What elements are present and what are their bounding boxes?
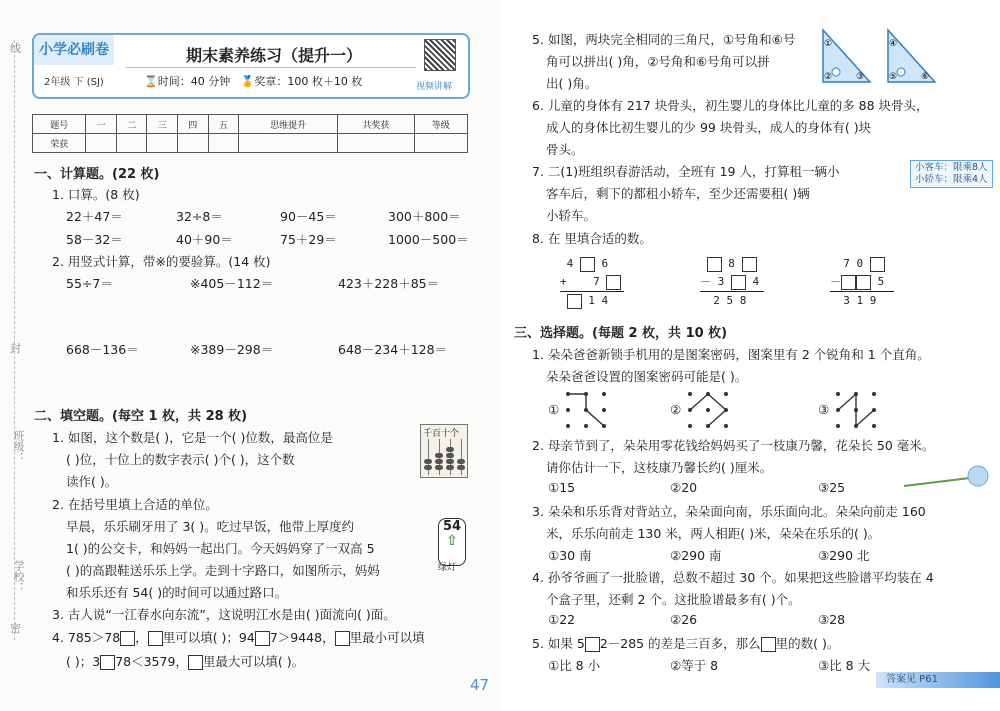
- choice-2-line1: 2. 母亲节到了，朵朵用零花钱给妈妈买了一枝康乃馨，花朵长 50 毫米。: [532, 438, 935, 453]
- choice-3-option-1[interactable]: ①30 南: [548, 548, 592, 563]
- svg-text:③: ③: [856, 72, 865, 82]
- choice-5-line1: 5. 如果 5 2－285 的差是三百多，那么 里的数( )。: [532, 636, 840, 651]
- answer-box[interactable]: [856, 275, 871, 290]
- answer-reference: 答案见 P61: [876, 672, 1000, 688]
- section-3-heading: 三、选择题。(每题 2 枚，共 10 枚): [514, 326, 728, 341]
- answer-box[interactable]: [335, 631, 350, 646]
- table-cell[interactable]: [239, 134, 338, 153]
- page-title: 期末素养练习（提升一）: [185, 46, 362, 65]
- column-calc-4: 668－136＝: [66, 342, 139, 357]
- fill-6-line2: 成人的身体比初生婴儿的少 99 块骨头，成人的身体有( )块: [546, 120, 872, 135]
- svg-text:②: ②: [824, 72, 833, 82]
- table-cell[interactable]: [147, 134, 178, 153]
- choice-4-option-3[interactable]: ③28: [818, 612, 846, 627]
- answer-box[interactable]: [606, 275, 621, 290]
- choice-3-option-3[interactable]: ③290 北: [818, 548, 870, 563]
- question-1-2: 2. 用竖式计算，带※的要验算。(14 枚): [52, 254, 271, 269]
- column-calc-2: ※405－112＝: [190, 276, 274, 291]
- answer-box[interactable]: [870, 257, 885, 272]
- fill-6-line3: 骨头。: [546, 142, 584, 157]
- right-page: [500, 0, 1000, 711]
- choice-4-line1: 4. 孙爷爷画了一批脸谱，总数不超过 30 个。如果把这些脸谱平均装在 4: [532, 570, 934, 585]
- choice-2-option-2[interactable]: ②20: [670, 480, 698, 495]
- video-link[interactable]: 视频讲解: [416, 82, 453, 92]
- fill-1-line2: ( )位，十位上的数字表示( )个( )，这个数: [66, 452, 295, 467]
- medal-icon: 🏅: [240, 75, 255, 88]
- table-cell[interactable]: [208, 134, 239, 153]
- fill-2-line1: 2. 在括号里填上合适的单位。: [52, 497, 218, 512]
- fill-7-line3: 小轿车。: [546, 208, 597, 223]
- table-row: [33, 134, 468, 153]
- cut-line: [14, 40, 16, 640]
- time-info: [144, 73, 362, 89]
- table-header-cell: 等级: [414, 115, 468, 134]
- oral-calc-0-2: 90－45＝: [280, 209, 337, 224]
- table-cell[interactable]: 荣获: [33, 134, 86, 153]
- worksheet-header: [32, 33, 470, 99]
- carnation-flower-image: [900, 462, 992, 494]
- light-number: 54: [442, 519, 462, 534]
- table-cell[interactable]: [338, 134, 414, 153]
- fill-4-line2: ( )；3 78＜3579， 里最大可以填( )。: [66, 654, 305, 669]
- table-cell[interactable]: [414, 134, 468, 153]
- fill-7-line1: 7. 二(1)班组织春游活动，全班有 19 人，打算租一辆小: [532, 164, 840, 179]
- traffic-light-image: [438, 518, 466, 566]
- oral-calc-0-0: 22＋47＝: [66, 209, 123, 224]
- choice-3-line2: 米，乐乐向前走 130 米，两人相距( )米，朵朵在乐乐的( )。: [546, 526, 881, 541]
- table-header-cell: 三: [147, 115, 178, 134]
- choice-1-option-3[interactable]: ③: [818, 402, 830, 417]
- fill-2-line5: 和乐乐还有 54( )的时间可以通过路口。: [66, 585, 288, 600]
- table-header-cell: 五: [208, 115, 239, 134]
- choice-4-line2: 个盒子里，还剩 2 个。这批脸谱最多有( )个。: [546, 592, 801, 607]
- svg-text:⑤: ⑤: [889, 72, 898, 82]
- oral-calc-1-2: 75＋29＝: [280, 232, 337, 247]
- fill-7-line2: 客车后，剩下的都租小轿车，至少还需要租( )辆: [546, 186, 810, 201]
- answer-box[interactable]: [580, 257, 595, 272]
- choice-1-option-2[interactable]: ②: [670, 402, 682, 417]
- fill-8: 8. 在 里填合适的数。: [532, 231, 652, 246]
- margin-class: 班级：: [12, 430, 25, 463]
- answer-box[interactable]: [731, 275, 746, 290]
- margin-mark-top: 线: [10, 42, 21, 55]
- table-cell[interactable]: [178, 134, 209, 153]
- vertical-calc-3: 7 0 － 5 3 1 9: [830, 255, 894, 310]
- fill-1-line3: 读作( )。: [66, 474, 118, 489]
- table-header-cell: 二: [116, 115, 147, 134]
- time-label: 时间：40 分钟: [157, 75, 231, 88]
- choice-5-option-1[interactable]: ①比 8 小: [548, 658, 601, 673]
- answer-box[interactable]: [567, 294, 582, 309]
- light-label: 绿灯: [438, 563, 457, 573]
- choice-5-option-2[interactable]: ②等于 8: [670, 658, 719, 673]
- fill-2-line4: ( )的高跟鞋送乐乐上学。走到十字路口，如图所示，妈妈: [66, 563, 380, 578]
- margin-mark-mid: 封: [10, 342, 21, 355]
- vertical-calc-2: 8 － 3 4 2 5 8: [700, 255, 764, 310]
- fill-6-line1: 6. 儿童的身体有 217 块骨头，初生婴儿的身体比儿童的多 88 块骨头，: [532, 98, 929, 113]
- column-calc-1: 55÷7＝: [66, 276, 113, 291]
- note-line-1: 小客车：限乘8人: [915, 162, 988, 173]
- vertical-calc-1: 4 6 + 7 1 4: [560, 255, 624, 310]
- fill-2-line2: 早晨，乐乐刷牙用了 3( )。吃过早饭，他带上厚度约: [66, 519, 355, 534]
- answer-box[interactable]: [188, 655, 203, 670]
- answer-box[interactable]: [742, 257, 757, 272]
- answer-box[interactable]: [707, 257, 722, 272]
- oral-calc-1-3: 1000－500＝: [388, 232, 469, 247]
- choice-4-option-1[interactable]: ①22: [548, 612, 576, 627]
- pattern-lock-2-image: [684, 388, 736, 432]
- answer-box[interactable]: [585, 637, 600, 652]
- answer-box[interactable]: [148, 631, 163, 646]
- vehicle-note: [910, 160, 993, 188]
- column-calc-3: 423＋228＋85＝: [338, 276, 440, 291]
- answer-box[interactable]: [761, 637, 776, 652]
- choice-1-line2: 朵朵爸爸设置的图案密码可能是( )。: [546, 369, 748, 384]
- fill-1-line1: 1. 如图，这个数是( )，它是一个( )位数，最高位是: [52, 430, 333, 445]
- table-cell[interactable]: [116, 134, 147, 153]
- oral-calc-0-1: 32÷8＝: [176, 209, 223, 224]
- pattern-lock-1-image: [562, 388, 614, 432]
- qr-code-icon[interactable]: [424, 39, 456, 71]
- medal-label: 奖章：100 枚＋10 枚: [254, 75, 363, 88]
- question-1-1: 1. 口算。(8 枚): [52, 187, 140, 202]
- note-line-2: 小轿车：限乘4人: [915, 174, 988, 185]
- choice-1-option-1[interactable]: ①: [548, 402, 560, 417]
- abacus-label: 千百十个: [423, 429, 460, 439]
- divider: [126, 67, 416, 68]
- abacus-image: [420, 424, 468, 478]
- fill-5-line3: 出( )角。: [546, 76, 598, 91]
- answer-box[interactable]: [841, 275, 856, 290]
- section-2-heading: 二、填空题。(每空 1 枚，共 28 枚): [34, 409, 248, 424]
- oral-calc-0-3: 300＋800＝: [388, 209, 461, 224]
- margin-school: 学校：: [12, 560, 25, 593]
- triangle-rulers-image: [818, 28, 988, 86]
- choice-5-option-3[interactable]: ③比 8 大: [818, 658, 871, 673]
- answer-box[interactable]: [255, 631, 270, 646]
- table-row: [33, 115, 468, 134]
- table-header-cell: 题号: [33, 115, 86, 134]
- clock-icon: ⌛: [144, 75, 158, 88]
- choice-3-option-2[interactable]: ②290 南: [670, 548, 722, 563]
- table-header-cell: 四: [178, 115, 209, 134]
- arrow-up-icon: ⇧: [446, 533, 458, 549]
- choice-2-line2: 请你估计一下，这枝康乃馨长约( )厘米。: [546, 460, 773, 475]
- column-calc-6: 648－234＋128＝: [338, 342, 448, 357]
- oral-calc-1-1: 40＋90＝: [176, 232, 233, 247]
- margin-mark-bottom: 密: [10, 622, 21, 635]
- svg-text:①: ①: [824, 39, 833, 49]
- fill-5-line2: 角可以拼出( )角，②号角和⑥号角可以拼: [546, 54, 770, 69]
- choice-2-option-3[interactable]: ③25: [818, 480, 846, 495]
- brand-logo: 小学必刷卷: [34, 35, 114, 65]
- table-header-cell: 一: [86, 115, 117, 134]
- choice-1-line1: 1. 朵朵爸爸新锁手机用的是图案密码，图案里有 2 个锐角和 1 个直角。: [532, 347, 930, 362]
- column-calc-5: ※389－298＝: [190, 342, 274, 357]
- fill-5-line1: 5. 如图，两块完全相同的三角尺，①号角和⑥号: [532, 32, 796, 47]
- choice-3-line1: 3. 朵朵和乐乐背对背站立，朵朵面向南，乐乐面向北。朵朵向前走 160: [532, 504, 926, 519]
- page-number: 47: [470, 676, 490, 694]
- answer-box[interactable]: [100, 655, 115, 670]
- fill-4-line1: 4. 785＞78 ， 里可以填( )；94 7＞9448， 里最小可以填: [52, 630, 425, 645]
- oral-calc-1-0: 58－32＝: [66, 232, 123, 247]
- choice-4-option-2[interactable]: ②26: [670, 612, 698, 627]
- table-header-cell: 共奖获: [338, 115, 414, 134]
- section-1-heading: 一、计算题。(22 枚): [34, 167, 160, 182]
- table-cell[interactable]: [86, 134, 117, 153]
- score-table: [32, 114, 468, 153]
- svg-text:④: ④: [889, 39, 898, 49]
- choice-2-option-1[interactable]: ①15: [548, 480, 576, 495]
- answer-box[interactable]: [120, 631, 135, 646]
- svg-text:⑥: ⑥: [921, 72, 930, 82]
- fill-2-line3: 1( )的公交卡，和妈妈一起出门。今天妈妈穿了一双高 5: [66, 541, 375, 556]
- grade-label: 2年级 下 (SJ): [44, 77, 104, 88]
- pattern-lock-3-image: [832, 388, 884, 432]
- fill-3: 3. 古人说“一江春水向东流”，这说明江水是由( )面流向( )面。: [52, 607, 396, 622]
- table-header-cell: 思维提升: [239, 115, 338, 134]
